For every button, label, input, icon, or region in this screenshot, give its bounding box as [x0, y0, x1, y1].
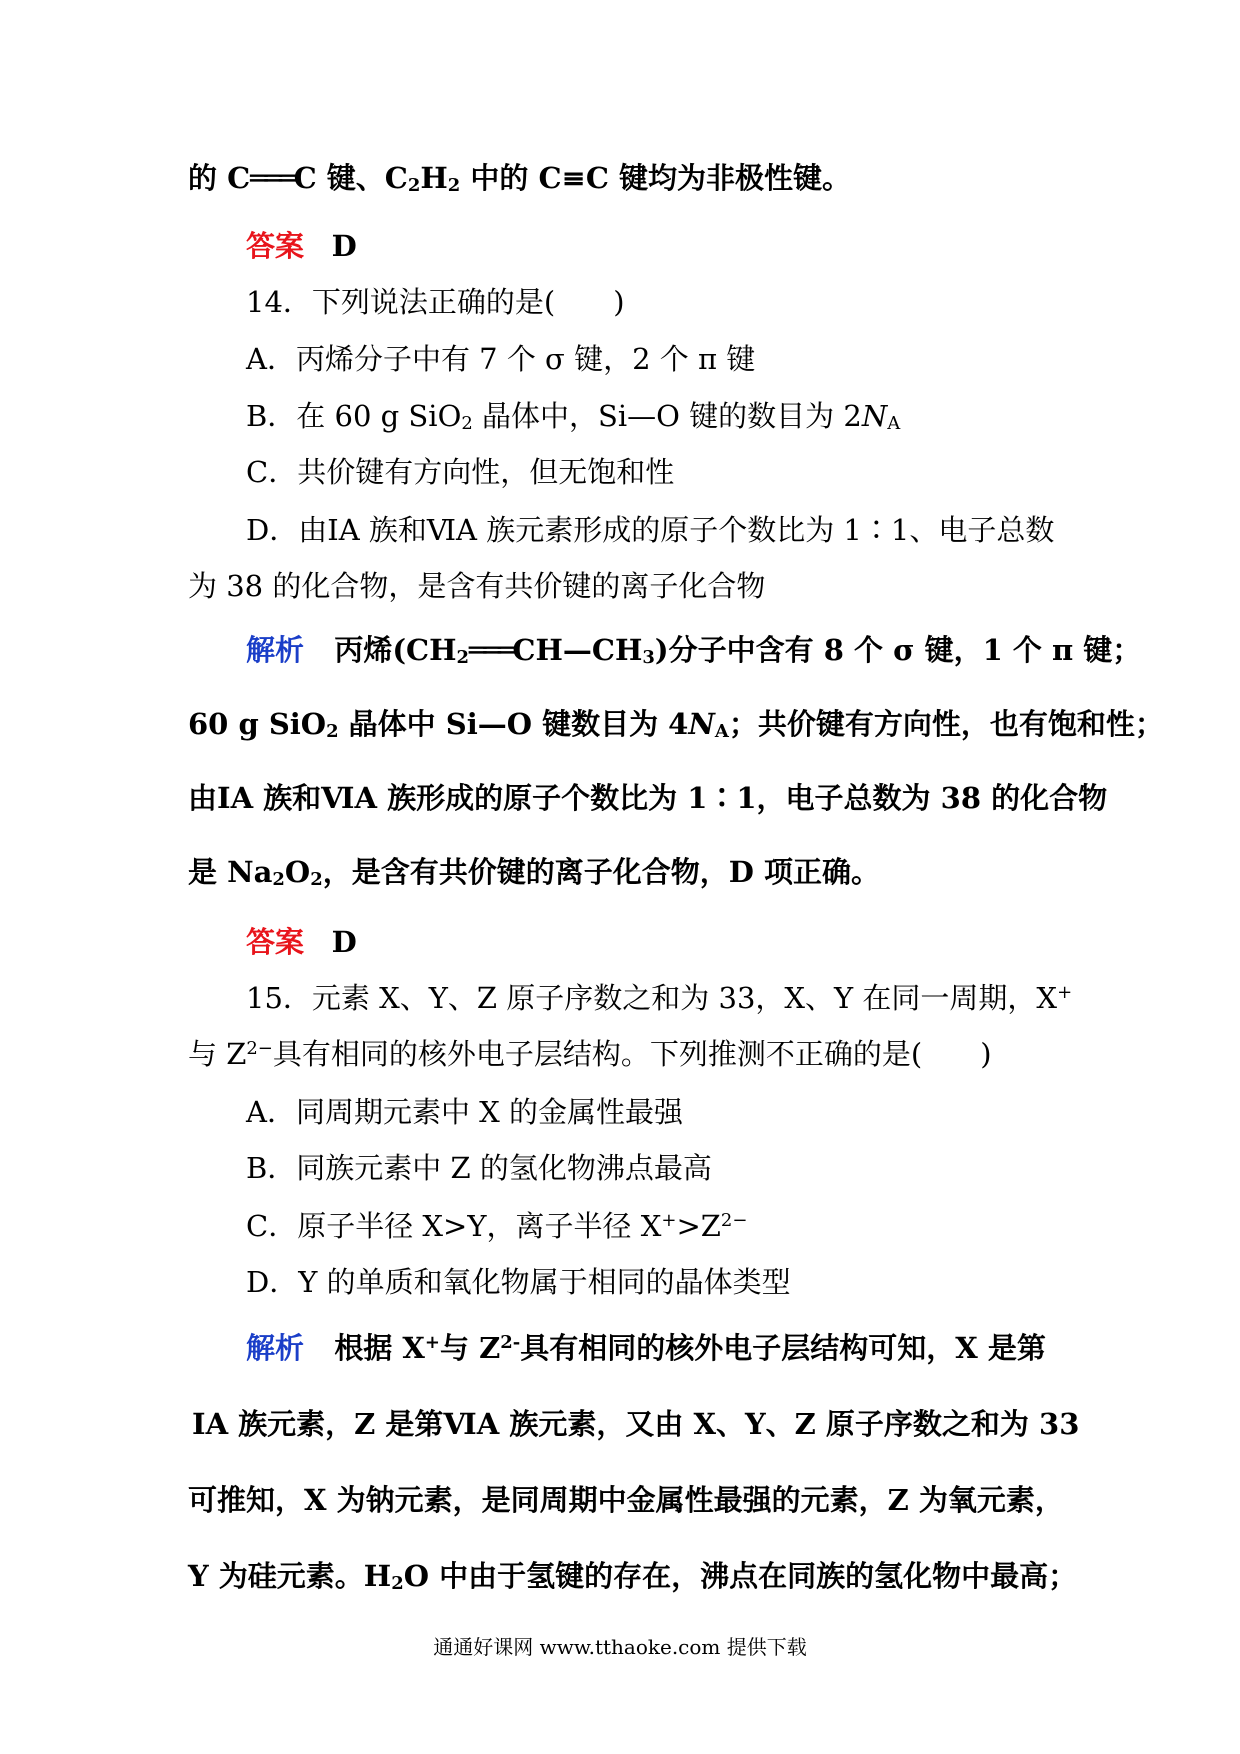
question-14-option-b: B．在 60 g SiO$_2$ 晶体中，Si—O 键的数目为 $2N_A$	[246, 399, 901, 435]
question-14-option-c: C．共价键有方向性，但无饱和性	[246, 455, 675, 489]
question-14-option-d: D．由ⅠA 族和ⅥA 族元素形成的原子个数比为 1∶1、电子总数	[246, 513, 1055, 547]
question-15-stem: 15．元素 X、Y、Z 原子序数之和为 33，X、Y 在同一周期，X+	[246, 981, 1073, 1015]
analysis-label: 解析	[246, 633, 305, 667]
analysis-line: ⅠA 族元素，Z 是第ⅥA 族元素，又由 X、Y、Z 原子序数之和为 33	[192, 1407, 1080, 1441]
question-15-option-b: B．同族元素中 Z 的氢化物沸点最高	[246, 1151, 712, 1185]
answer-label: 答案	[246, 229, 305, 263]
answer-value: D	[331, 229, 357, 263]
text-line: 的 C═══C 键、$C_2H_2$ 中的 C≡C 键均为非极性键。	[188, 161, 852, 197]
answer-line	[0, 226, 1240, 266]
analysis-line: 是 $Na_2O_2$，是含有共价键的离子化合物，D 项正确。	[188, 855, 880, 891]
analysis-line: 可推知，X 为钠元素，是同周期中金属性最强的元素，Z 为氧元素，	[188, 1483, 1064, 1517]
analysis-line: 60 g SiO$_2$ 晶体中 Si—O 键数目为 $4N_A$；共价键有方向性，也有饱和性；	[188, 707, 1164, 743]
answer-value: D	[331, 925, 357, 959]
analysis-line: Y 为硅元素。$H_2O$ 中由于氢键的存在，沸点在同族的氢化物中最高；	[188, 1559, 1078, 1595]
answer-label: 答案	[246, 925, 305, 959]
analysis-line: 解析 根据 X+与 $Z^{2-}$具有相同的核外电子层结构可知，X 是第	[246, 1331, 1046, 1365]
question-14-option-d-cont: 为 38 的化合物，是含有共价键的离子化合物	[188, 569, 766, 603]
question-14-stem: 14．下列说法正确的是( )	[246, 285, 625, 319]
question-14-option-a: A．丙烯分子中有 7 个 σ 键，2 个 π 键	[246, 342, 756, 376]
question-15-option-c: C．原子半径 X>Y，离子半径 $X^+>Z^{2-}$	[246, 1209, 748, 1243]
question-15-stem-cont: 与 $Z^{2-}$具有相同的核外电子层结构。下列推测不正确的是( )	[188, 1037, 992, 1071]
answer-line	[0, 922, 1240, 962]
question-15-option-d: D．Y 的单质和氧化物属于相同的晶体类型	[246, 1265, 791, 1299]
analysis-line: 解析 丙烯$(CH_2═══CH—CH_3)$分子中含有 8 个 σ 键，1 个 π 键；	[246, 633, 1142, 669]
analysis-label: 解析	[246, 1331, 305, 1365]
analysis-line: 由ⅠA 族和ⅥA 族形成的原子个数比为 1∶1，电子总数为 38 的化合物	[188, 781, 1108, 815]
page-footer: 通通好课网 www.tthaoke.com 提供下载	[433, 1635, 807, 1659]
question-15-option-a: A．同周期元素中 X 的金属性最强	[246, 1095, 684, 1129]
